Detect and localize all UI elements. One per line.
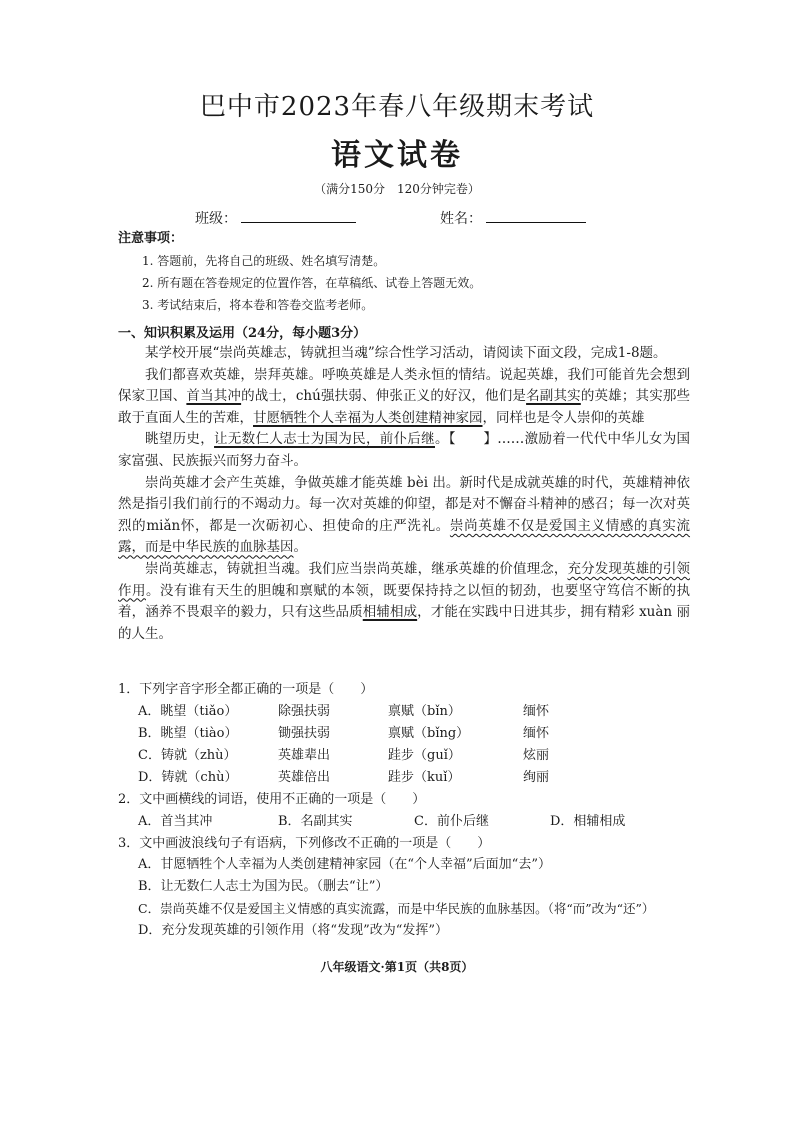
class-label: 班级： xyxy=(195,211,237,227)
option-c[interactable]: C．崇尚英雄不仅是爱国主义情感的真实流露，而是中华民族的血脉基因。（将“而”改为“还”） xyxy=(138,901,655,916)
wavy-underlined-sentence: 充分发现英雄的引领作用 xyxy=(118,560,691,599)
text-run: ，才能在实践中日进其步，拥有精彩 xuàn 丽的人生。 xyxy=(118,604,691,642)
underlined-phrase: 名副其实 xyxy=(526,388,581,405)
option-cell: 禀赋（bǐn） xyxy=(388,704,461,719)
underlined-phrase: 首当其冲 xyxy=(186,388,242,405)
name-blank[interactable] xyxy=(486,210,586,223)
section-title: 一、知识积累及运用（24分，每小题3分） xyxy=(118,326,367,341)
underlined-phrase: 让无数仁人志士为国为民，前仆后继 xyxy=(214,431,435,448)
section-heading xyxy=(118,322,688,341)
name-field[interactable] xyxy=(440,208,586,228)
text-run: 的英雄；其实那些敢于直面人生的苦难， xyxy=(118,388,691,426)
question-stem: 2．文中画横线的词语，使用不正确的一项是（ ） xyxy=(118,792,426,807)
class-field[interactable] xyxy=(195,208,356,228)
option-cell: 英雄辈出 xyxy=(278,748,331,763)
class-blank[interactable] xyxy=(241,210,356,223)
option-cell: 跬步（kuǐ） xyxy=(388,770,461,785)
option-row[interactable] xyxy=(118,700,698,722)
passage-paragraph-2 xyxy=(118,429,690,472)
question-1 xyxy=(118,678,698,788)
option-cell: 英雄倍出 xyxy=(278,770,331,785)
text-run: 眺望历史， xyxy=(145,431,215,448)
option-a[interactable]: A．甘愿牺牲个人幸福为人类创建精神家园（在“个人幸福”后面加“去”） xyxy=(138,857,551,872)
wavy-underlined-sentence: 崇尚英雄不仅是爱国主义情感的真实流露，而是中华民族的血脉基因 xyxy=(118,517,691,556)
question-stem: 3．文中画波浪线句子有语病，下列修改不正确的一项是（ ） xyxy=(118,836,491,851)
text-run: 的战士，chú强扶弱、伸张正义的好汉，他们是 xyxy=(241,388,527,405)
option-cell: 跬步（guǐ） xyxy=(388,748,461,763)
option-cell: 除强扶弱 xyxy=(278,704,331,719)
underlined-phrase: 甘愿牺牲个人幸福为人类创建精神家园 xyxy=(253,409,483,426)
option-cell: 缅怀 xyxy=(523,726,550,741)
notes-item: 1. 答题前，先将自己的班级、姓名填写清楚。 xyxy=(142,254,386,268)
text-run: 崇尚英雄才会产生英雄，争做英雄才能英雄 bèi 出。新时代是成就英雄的时代，英雄精神依然是指引我们前行的不竭动力。每一次对英雄的仰望，都是对不懈奋斗精神的感召；每一次对英烈的miǎn怀，都是一次砺初心、担使命的庄严洗礼。 xyxy=(118,474,690,534)
passage-intro: 某学校开展“崇尚英雄志，铸就担当魂”综合性学习活动，请阅读下面文段，完成1-8题。 xyxy=(145,345,667,361)
text-run: 我们都喜欢英雄，崇拜英雄。呼唤英雄是人类永恒的情结。说起英雄，我们可能首先会想到保家卫国、 xyxy=(118,366,690,405)
text-run: 崇尚英雄志，铸就担当魂。我们应当崇尚英雄，继承英雄的价值理念， xyxy=(145,560,568,577)
passage-paragraph-3 xyxy=(118,473,690,559)
name-label: 姓名： xyxy=(440,211,482,227)
page-footer: 八年级语文·第1页（共8页） xyxy=(320,960,474,974)
notes xyxy=(118,228,688,316)
option-c[interactable]: C．前仆后继 xyxy=(414,814,489,829)
option-cell: 禀赋（bǐng） xyxy=(388,726,470,741)
option-b[interactable]: B．名副其实 xyxy=(278,814,353,829)
reading-passage xyxy=(118,343,690,645)
option-cell: 缅怀 xyxy=(523,704,550,719)
notes-heading: 注意事项： xyxy=(118,231,184,246)
text-run: 。 xyxy=(293,539,307,556)
notes-item: 3. 考试结束后，将本卷和答卷交监考老师。 xyxy=(142,298,374,312)
question-stem: 1．下列字音字形全都正确的一项是（ ） xyxy=(118,682,374,697)
exam-info: （满分150分 120分钟完卷） xyxy=(314,182,480,196)
option-cell: A．眺望（tiǎo） xyxy=(138,704,238,719)
option-cell: B．眺望（tiào） xyxy=(138,726,238,741)
exam-subtitle: 语文试卷 xyxy=(331,138,463,173)
question-2 xyxy=(118,788,698,832)
question-3 xyxy=(118,832,698,942)
passage-paragraph-4 xyxy=(118,559,690,645)
option-cell: C．铸就（zhù） xyxy=(138,748,237,763)
option-d[interactable]: D．充分发现英雄的引领作用（将“发现”改为“发挥”） xyxy=(138,923,449,938)
exam-title: 巴中市2023年春八年级期末考试 xyxy=(199,92,595,122)
option-cell: 绚丽 xyxy=(523,770,550,785)
option-row[interactable] xyxy=(118,766,698,788)
option-b[interactable]: B．让无数仁人志士为国为民。（删去“让”） xyxy=(138,879,389,894)
option-d[interactable]: D．相辅相成 xyxy=(550,814,626,829)
text-run: ，同样也是令人崇仰的英雄 xyxy=(482,409,645,426)
notes-item: 2. 所有题在答卷规定的位置作答，在草稿纸、试卷上答题无效。 xyxy=(142,276,482,290)
option-cell: 炫丽 xyxy=(523,748,550,763)
option-a[interactable]: A．首当其冲 xyxy=(138,814,213,829)
text-run: 。【 】……激励着一代代中华儿女为国家富强、民族振兴而努力奋斗。 xyxy=(118,431,691,469)
option-cell: 锄强扶弱 xyxy=(278,726,331,741)
text-run: 。没有谁有天生的胆魄和禀赋的本领，既要保持持之以恒的韧劲，也要坚守笃信不断的执着，涵养不畏艰辛的毅力，只有这些品质 xyxy=(118,582,691,621)
option-cell: D．铸就（chù） xyxy=(138,770,238,785)
option-row xyxy=(118,810,698,832)
underlined-phrase: 相辅相成 xyxy=(362,604,418,621)
passage-paragraph-1 xyxy=(118,365,690,430)
option-row[interactable] xyxy=(118,722,698,744)
option-row[interactable] xyxy=(118,744,698,766)
